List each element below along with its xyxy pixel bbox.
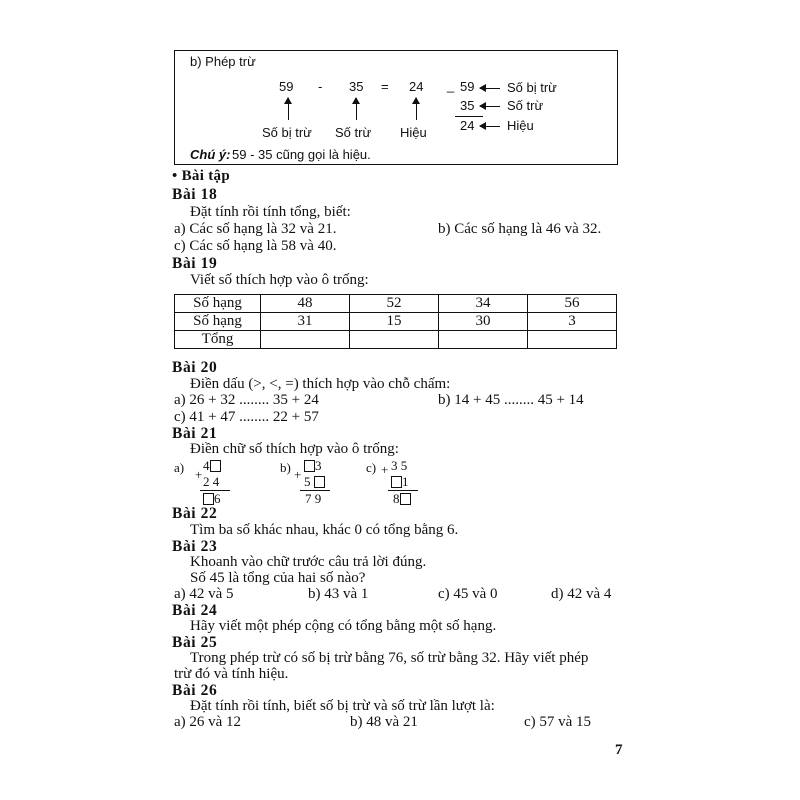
box-title: b) Phép trừ (190, 54, 256, 69)
note-label: Chú ý: (190, 147, 231, 162)
exercise-25-line1: Trong phép trừ có số bị trừ bằng 76, số trừ bằng 32. Hãy viết phép (190, 650, 589, 666)
exercise-19-title: Bài 19 (172, 255, 218, 272)
exercise-21-b-label: b) (280, 460, 291, 475)
table-cell: 3 (528, 313, 617, 331)
exercise-19-prompt: Viết số thích hợp vào ô trống: (190, 272, 369, 288)
blank-box[interactable] (391, 476, 402, 488)
column-label-difference: Hiệu (507, 118, 534, 133)
exercise-23-option-a[interactable]: a) 42 và 5 (174, 586, 234, 602)
label-subtrahend: Số trừ (335, 125, 372, 140)
eq-difference: 24 (409, 79, 424, 94)
exercise-21-title: Bài 21 (172, 425, 218, 442)
arrow-up-icon (288, 98, 289, 120)
arrow-left-icon (480, 88, 500, 89)
table-row (175, 313, 617, 331)
digit: 3 (315, 458, 322, 473)
page-number: 7 (615, 742, 623, 758)
exercise-18-b: b) Các số hạng là 46 và 32. (438, 221, 602, 237)
table-row (175, 295, 617, 313)
exercise-23-option-b[interactable]: b) 43 và 1 (308, 586, 369, 602)
digit: 8 (393, 491, 400, 506)
table-cell (528, 331, 617, 349)
arrow-up-icon (416, 98, 417, 120)
exercise-20-prompt: Điền dấu (>, <, =) thích hợp vào chỗ chấm: (190, 376, 451, 392)
exercise-23-option-d[interactable]: d) 42 và 4 (551, 586, 612, 602)
table-cell: Số hạng (175, 295, 261, 313)
exercise-21-c-row1: 3 5 (391, 458, 408, 473)
exercise-23-option-c[interactable]: c) 45 và 0 (438, 586, 498, 602)
blank-box[interactable] (304, 460, 315, 472)
arrow-left-icon (480, 106, 500, 107)
exercise-21-c-label: c) (366, 460, 377, 475)
exercise-23-title: Bài 23 (172, 538, 218, 555)
eq-minuend: 59 (279, 79, 294, 94)
exercise-23-prompt: Khoanh vào chữ trước câu trả lời đúng. (190, 554, 427, 570)
exercise-21-a-row2: 2 4 (203, 474, 220, 489)
eq-equals-sign: = (381, 79, 389, 94)
table-cell (261, 331, 350, 349)
blank-box[interactable] (203, 493, 214, 505)
exercise-21-b-row2 (304, 474, 325, 490)
exercise-21-b-row1 (304, 458, 322, 474)
exercise-22-title: Bài 22 (172, 505, 218, 522)
exercise-21-prompt: Điền chữ số thích hợp vào ô trống: (190, 441, 399, 457)
exercise-21-a-label: a) (174, 460, 185, 475)
exercise-20-b: b) 14 + 45 ........ 45 + 14 (438, 392, 584, 408)
table-cell: 52 (350, 295, 439, 313)
table-cell: 34 (439, 295, 528, 313)
exercise-20-c: c) 41 + 47 ........ 22 + 57 (174, 409, 319, 425)
digit: 1 (402, 474, 409, 489)
table-cell (350, 331, 439, 349)
exercise-24-title: Bài 24 (172, 602, 218, 619)
note-text: 59 - 35 cũng gọi là hiệu. (232, 147, 371, 162)
digit: 6 (214, 491, 221, 506)
column-minuend: 59 (460, 79, 475, 94)
digit: 4 (203, 458, 210, 473)
exercise-26-title: Bài 26 (172, 682, 218, 699)
column-line (455, 116, 483, 117)
plus-sign: + (294, 467, 302, 482)
table-cell: 48 (261, 295, 350, 313)
exercise-23-question: Số 45 là tổng của hai số nào? (190, 570, 366, 586)
exercise-26-b: b) 48 và 21 (350, 714, 418, 730)
column-minus-sign: _ (447, 78, 455, 93)
exercise-22-prompt: Tìm ba số khác nhau, khác 0 có tổng bằng 6. (190, 522, 459, 538)
digit: 5 (304, 474, 311, 489)
column-difference: 24 (460, 118, 475, 133)
exercise-18-prompt: Đặt tính rồi tính tổng, biết: (190, 204, 351, 220)
eq-minus-sign: - (318, 79, 323, 94)
section-title: • Bài tập (172, 168, 230, 184)
table-cell: Tổng (175, 331, 261, 349)
exercise-18-c: c) Các số hạng là 58 và 40. (174, 238, 337, 254)
table-cell: Số hạng (175, 313, 261, 331)
label-minuend: Số bị trừ (262, 125, 312, 140)
exercise-21-a-row1 (203, 458, 221, 474)
column-label-minuend: Số bị trừ (507, 80, 557, 95)
exercise-26-prompt: Đặt tính rồi tính, biết số bị trừ và số trừ lần lượt là: (190, 698, 495, 714)
exercise-26-c: c) 57 và 15 (524, 714, 592, 730)
exercise-25-line2: trừ đó và tính hiệu. (174, 666, 289, 682)
exercise-26-a: a) 26 và 12 (174, 714, 242, 730)
blank-box[interactable] (400, 493, 411, 505)
arrow-left-icon (480, 126, 500, 127)
table-cell: 15 (350, 313, 439, 331)
exercise-18-title: Bài 18 (172, 186, 218, 203)
table-cell: 30 (439, 313, 528, 331)
table-cell (439, 331, 528, 349)
exercise-20-a: a) 26 + 32 ........ 35 + 24 (174, 392, 319, 408)
exercise-19-table (174, 294, 617, 349)
exercise-21-c-row3 (393, 491, 411, 507)
blank-box[interactable] (314, 476, 325, 488)
column-label-subtrahend: Số trừ (507, 98, 544, 113)
blank-box[interactable] (210, 460, 221, 472)
exercise-18-a: a) Các số hạng là 32 và 21. (174, 221, 337, 237)
exercise-21-b-row3: 7 9 (305, 491, 322, 506)
exercise-25-title: Bài 25 (172, 634, 218, 651)
plus-sign: + (381, 462, 389, 477)
table-cell: 31 (261, 313, 350, 331)
eq-subtrahend: 35 (349, 79, 364, 94)
table-cell: 56 (528, 295, 617, 313)
exercise-24-prompt: Hãy viết một phép cộng có tổng bằng một số hạng. (190, 618, 497, 634)
plus-sign: + (195, 467, 203, 482)
column-subtrahend: 35 (460, 98, 475, 113)
arrow-up-icon (356, 98, 357, 120)
exercise-21-c-row2 (391, 474, 409, 490)
table-row (175, 331, 617, 349)
exercise-20-title: Bài 20 (172, 359, 218, 376)
label-difference: Hiệu (400, 125, 427, 140)
